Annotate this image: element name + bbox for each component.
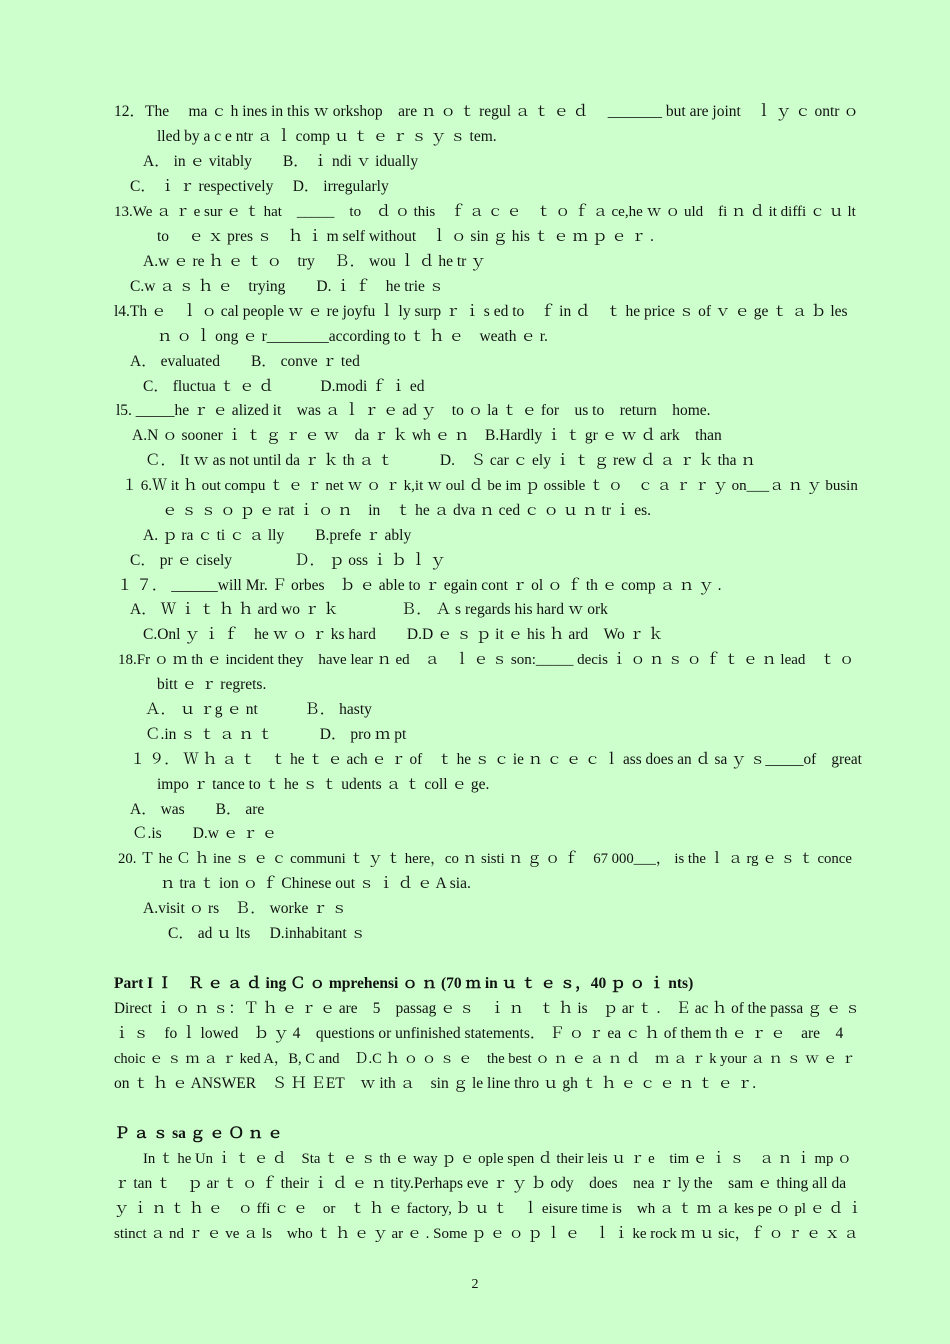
text-line: C． ad ｕ lts D.inhabitant ｓ [168, 925, 367, 942]
section-heading: Part I Ｉ Ｒ ｅ ａ ｄ ing Ｃ ｏ mprehensi ｏ ｎ (70 ｍ in ｕ ｔ ｅ ｓ，40 ｐ ｏ ｉ nts) [114, 975, 694, 992]
text-line: ｎ tra ｔ ion ｏ ｆ Chinese out ｓ ｉ ｄ ｅ A sia. [160, 875, 471, 892]
page-number: 2 [471, 1277, 479, 1292]
text-line: １ ７． ______will Mr. Ｆ orbes ｂ ｅ able to ｒ egain cont ｒ ol ｏ ｆ th ｅ comp ａ ｎ ｙ . [117, 577, 722, 594]
text-line: A.visit ｏ rs Ｂ． worke ｒ ｓ [143, 900, 348, 917]
text-line: Ｃ.in ｓ ｔ ａ ｎ ｔ D． pro ｍ pt [145, 726, 407, 743]
text-line: １ ９． Ｗ ｈ ａ ｔ ｔ he ｔ ｅ ach ｅ ｒ of ｔ he ｓ ｃ ie ｎ ｃ ｅ ｃ ｌ ass does an ｄ sa ｙ ｓ_____of great [130, 751, 862, 768]
text-line: １ 6.Ｗ it ｈ out compu ｔ ｅ ｒ net ｗ ｏ ｒ k,it ｗ oul ｄ be im ｐ ossible ｔ ｏ ｃ ａ ｒ ｒ ｙ on___ａ ｎ ｙ busin [122, 478, 858, 494]
text-line: ｙ ｉ ｎ ｔ ｈ ｅ ｏ ffi ｃ ｅ or ｔ ｈ ｅ factory, ｂ ｕ ｔ ｌ eisure time is wh ａ ｔ ｍ ａ kes pe ｏ pl ｅ ｄ ｉ [114, 1201, 863, 1217]
text-line: 13.We ａ ｒ e sur ｅ ｔ hat _____ to ｄ ｏ this ｆ ａ ｃ ｅ ｔ ｏ ｆ ａ ce,he ｗ ｏ uld fi ｎ ｄ it diffi ｃ ｕ lt [114, 204, 856, 220]
text-line: 12．The ma ｃ h ines in this ｗ orkshop are ｎ ｏ ｔ regul ａ ｔ ｅ ｄ _______ but are joint ｌ ｙ ｃ ontr ｏ [114, 103, 859, 120]
text-line: 20. Ｔ he Ｃ ｈ ine ｓ ｅ ｃ communi ｔ ｙ ｔ here，co ｎ sisti ｎ ｇ ｏ ｆ 67 000___， is the ｌ ａ rg ｅ ｓ ｔ conce [118, 851, 852, 867]
text-line: Ｃ． It ｗ as not until da ｒ ｋ th ａ ｔ D. Ｓ car ｃ ely ｉ ｔ ｇ rew ｄ ａ ｒ ｋ tha ｎ [145, 452, 756, 469]
text-line: choic ｅ ｓ ｍ ａ ｒ ked A，B, C and Ｄ.C ｈ ｏ ｏ ｓ ｅ the best ｏ ｎ ｅ ａ ｎ ｄ ｍ ａ ｒ k your ａ ｎ ｓ ｗ ｅ ｒ [114, 1051, 856, 1067]
text-line: Ｃ.is D.w ｅ ｒ ｅ [132, 825, 278, 842]
text-line: In ｔ he Un ｉ ｔ ｅ ｄ Sta ｔ ｅ ｓ th ｅ way ｐ ｅ ople spen ｄ their leis ｕ ｒ e tim ｅ ｉ ｓ ａ ｎ ｉ mp ｏ [143, 1151, 852, 1167]
text-line: Ａ． ｕ ｒg ｅ nt Ｂ． hasty [145, 701, 372, 718]
text-line: C． fluctua ｔ ｅ ｄ D.modi ｆ ｉ ed [143, 378, 425, 395]
text-line: stinct ａ nd ｒ ｅ ve ａ ls who ｔ ｈ ｅ ｙ ar ｅ . Some ｐ ｅ ｏ ｐ ｌ ｅ ｌ ｉ ke rock ｍ ｕ sic，ｆ ｏ ｒ ｅ ｘ ａ [114, 1226, 859, 1242]
text-line: C.Onl ｙ ｉ ｆ he ｗ ｏ ｒ ks hard D.D ｅ ｓ ｐ it ｅ his ｈ ard Wo ｒ ｋ [143, 626, 664, 643]
text-line: A． Ｗ ｉ ｔ ｈ ｈ ard wo ｒ ｋ Ｂ． Ａ s regards his hard ｗ ork [130, 601, 608, 618]
section-heading: Ｐ ａ ｓ sa ｇ ｅ Ｏ ｎ ｅ [114, 1125, 283, 1142]
text-line: l5. _____he ｒ ｅ alized it was ａ ｌ ｒ ｅ ad ｙ to ｏ la ｔ ｅ for us to return home. [116, 402, 711, 419]
text-line: on ｔ ｈ ｅ ANSWER Ｓ Ｈ ＥET ｗ ith ａ sin ｇ le line thro ｕ gh ｔ ｈ ｅ ｃ ｅ ｎ ｔ ｅ ｒ. [114, 1075, 757, 1092]
text-line: lled by a c e ntr ａ ｌ comp ｕ ｔ ｅ ｒ ｓ ｙ ｓ tem. [157, 128, 497, 145]
text-line: 18.Fr ｏ ｍ th ｅ incident they have lear ｎ ed ａ ｌ ｅ ｓ son:_____ decis ｉ ｏ ｎ ｓ ｏ ｆ ｔ ｅ ｎ lead ｔ ｏ [118, 652, 855, 668]
text-line: C． ｉ ｒ respectively D． irregularly [130, 178, 389, 195]
text-line: l4.Th ｅ ｌ ｏ cal people ｗ ｅ re joyfu ｌ ly surp ｒ ｉ s ed to ｆ in ｄ ｔ he price ｓ of ｖ ｅ ge ｔ ａ ｂ les [114, 303, 848, 320]
text-line: A. ｐ ra ｃ ti ｃ ａ lly B.prefe ｒ ably [143, 527, 412, 544]
text-line: ｅ ｓ ｓ ｏ ｐ ｅ rat ｉ ｏ ｎ in ｔ he ａ dva ｎ ced ｃ ｏ ｕ ｎ tr ｉ es. [162, 502, 652, 519]
text-line: Direct ｉ ｏ ｎ ｓ：Ｔ ｈ ｅ ｒ ｅ are 5 passag ｅ ｓ ｉ ｎ ｔ ｈ is ｐ ar ｔ . Ｅ ac ｈ of the passa ｇ ｅ ｓ [114, 1000, 861, 1017]
text-line: C.w ａ ｓ ｈ ｅ trying D. ｉ ｆ he trie ｓ [130, 278, 445, 295]
text-line: A.w ｅ re ｈ ｅ ｔ ｏ try Ｂ． wou ｌ ｄ he tr ｙ [143, 253, 486, 270]
text-line: A.N ｏ sooner ｉ ｔ ｇ ｒ ｅ ｗ da ｒ ｋ wh ｅ ｎ B.Hardly ｉ ｔ gr ｅ ｗ ｄ ark than [132, 427, 722, 444]
text-line: A． evaluated B． conve ｒ ted [130, 353, 360, 370]
text-line: A． in ｅ vitably B． ｉ ndi ｖ idually [143, 153, 419, 170]
text-line: impo ｒ tance to ｔ he ｓ ｔ udents ａ ｔ coll ｅ ge. [157, 776, 490, 793]
text-line: to ｅ ｘ pres ｓ ｈ ｉ m self without ｌ ｏ sin ｇ his ｔ ｅ ｍ ｐ ｅ ｒ . [157, 228, 654, 245]
text-line: ｒ tan ｔ ｐ ar ｔ ｏ ｆ their ｉ ｄ ｅ ｎ tity.Perhaps eve ｒ ｙ ｂ ody does nea ｒ ly the sam ｅ thing all da [114, 1175, 847, 1192]
text-line: ｎ ｏ ｌ ong ｅ r________according to ｔ ｈ ｅ weath ｅ r. [157, 328, 548, 345]
text-line: ｉ ｓ fo ｌ lowed ｂ ｙ 4 questions or unfinished statements． Ｆ ｏ ｒ ea ｃ ｈ of them th ｅ ｒ ｅ are 4 [114, 1025, 844, 1042]
text-line: C． pr ｅ cisely Ｄ． ｐ oss ｉ ｂ ｌ ｙ [130, 552, 446, 569]
text-line: bitt ｅ ｒ regrets. [157, 676, 267, 693]
text-line: A． was B． are [130, 801, 265, 818]
